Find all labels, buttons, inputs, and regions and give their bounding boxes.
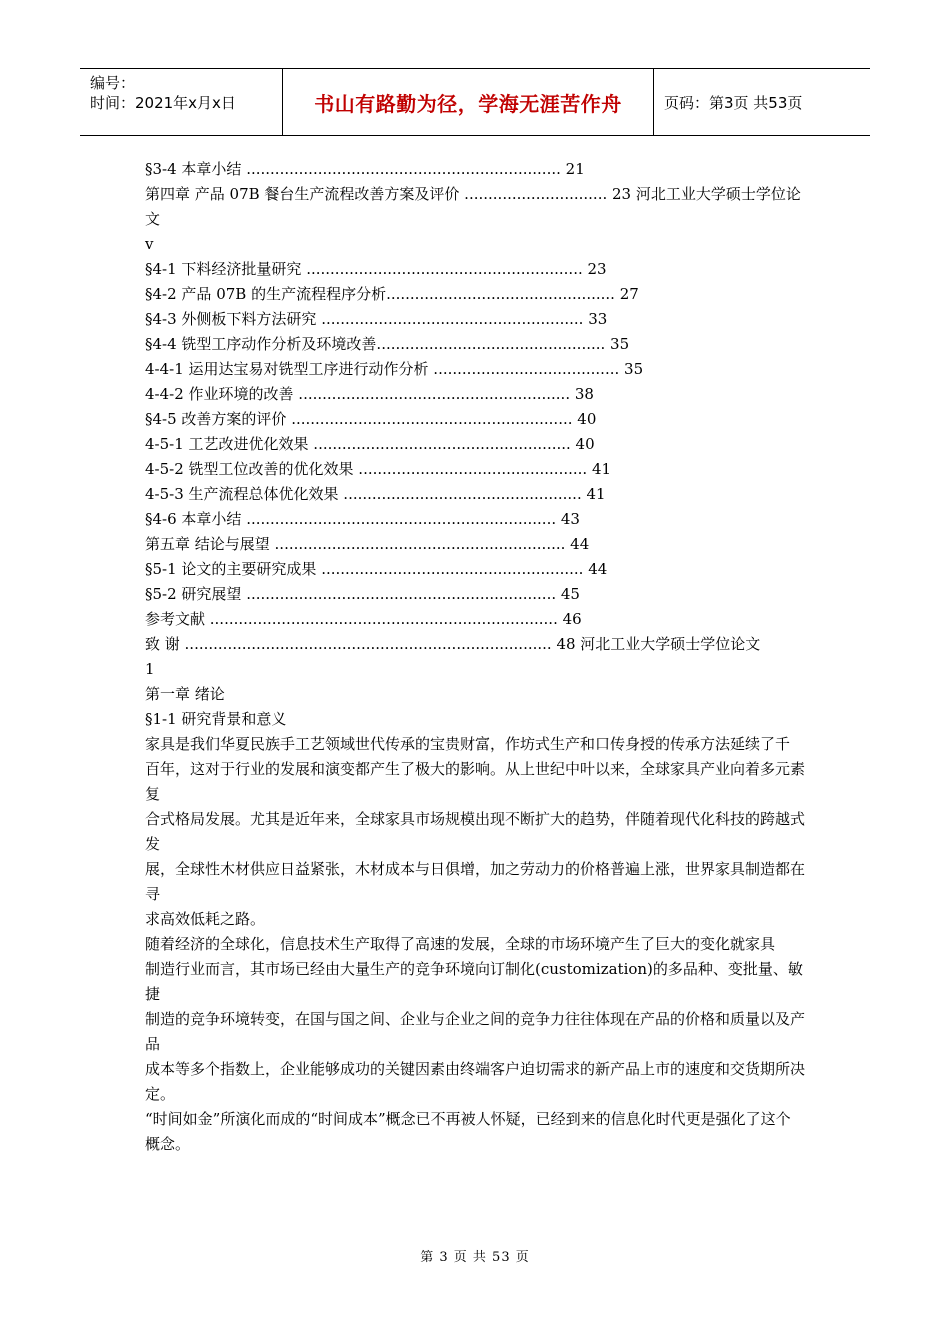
toc-line: 致 谢 ............................................................................. 48 河北工业大学硕士学位论文 <box>145 635 761 653</box>
body-line: 制造行业而言，其市场已经由大量生产的竞争环境向订制化(customization)的多品种、变批量、敏捷 <box>145 960 803 1003</box>
toc-line: 第四章 产品 07B 餐台生产流程改善方案及评价 .............................. 23 河北工业大学硕士学位论文 <box>145 185 801 228</box>
page-number-mark: v <box>145 235 154 253</box>
body-line: 展，全球性木材供应日益紧张，木材成本与日俱增，加之劳动力的价格普遍上涨，世界家具制造都在寻 <box>145 860 806 903</box>
toc-line: §4-6 本章小结 ................................................................. 43 <box>145 510 580 528</box>
page-number-mark: 1 <box>145 660 155 678</box>
body-line: 随着经济的全球化，信息技术生产取得了高速的发展，全球的市场环境产生了巨大的变化就家具 <box>145 935 776 953</box>
toc-line: §4-2 产品 07B 的生产流程程序分析................................................ 27 <box>145 285 639 303</box>
toc-line: §5-2 研究展望 ................................................................. 45 <box>145 585 580 603</box>
page-info: 页码：第3页 共53页 <box>664 93 803 112</box>
toc-line: §4-4 铣型工序动作分析及环境改善................................................ 35 <box>145 335 630 353</box>
serial-label: 编号： <box>90 74 136 92</box>
toc-line: 4-5-3 生产流程总体优化效果 .................................................. 41 <box>145 485 606 503</box>
body-line: 成本等多个指数上，企业能够成功的关键因素由终端客户迫切需求的新产品上市的速度和交货期所决定。 <box>145 1060 806 1103</box>
chapter-heading: 第一章 绪论 <box>145 685 225 703</box>
toc-line: §3-4 本章小结 .................................................................. 21 <box>145 160 585 178</box>
body-line: 百年，这对于行业的发展和演变都产生了极大的影响。从上世纪中叶以来，全球家具产业向着多元素复 <box>145 760 806 803</box>
body-line: 家具是我们华夏民族手工艺领域世代传承的宝贵财富，作坊式生产和口传身授的传承方法延续了千 <box>145 735 791 753</box>
body-line: 制造的竞争环境转变，在国与国之间、企业与企业之间的竞争力往往体现在产品的价格和质量以及产品 <box>145 1010 806 1053</box>
toc-line: 4-5-1 工艺改进优化效果 ...................................................... 40 <box>145 435 595 453</box>
page-header <box>80 68 870 136</box>
page-footer: 第 3 页 共 53 页 <box>420 1250 530 1265</box>
toc-line: 4-4-2 作业环境的改善 ......................................................... 38 <box>145 385 594 403</box>
toc-line: §4-3 外侧板下料方法研究 ....................................................... 33 <box>145 310 608 328</box>
header-meta <box>80 69 282 135</box>
toc-line: 4-4-1 运用达宝易对铣型工序进行动作分析 ....................................... 35 <box>145 360 644 378</box>
header-motto-cell <box>282 69 654 135</box>
toc-line: 第五章 结论与展望 ............................................................. 44 <box>145 535 590 553</box>
body-line: 概念。 <box>145 1135 191 1153</box>
section-heading: §1-1 研究背景和意义 <box>145 710 287 728</box>
header-page-info <box>654 69 870 135</box>
toc-line: §4-1 下料经济批量研究 .......................................................... 23 <box>145 260 607 278</box>
body-line: 合式格局发展。尤其是近年来，全球家具市场规模出现不断扩大的趋势，伴随着现代化科技的跨越式发 <box>145 810 806 853</box>
toc-line: §5-1 论文的主要研究成果 ....................................................... 44 <box>145 560 608 578</box>
toc-line: 参考文献 ......................................................................... 46 <box>145 610 582 628</box>
toc-line: §4-5 改善方案的评价 ........................................................... 40 <box>145 410 597 428</box>
date-label: 时间：2021年x月x日 <box>90 94 236 112</box>
document-body <box>145 157 810 1157</box>
motto: 书山有路勤为径，学海无涯苦作舟 <box>314 91 622 116</box>
toc-line: 4-5-2 铣型工位改善的优化效果 ................................................ 41 <box>145 460 612 478</box>
body-line: “时间如金”所演化而成的“时间成本”概念已不再被人怀疑，已经到来的信息化时代更是强化了这个 <box>145 1110 791 1128</box>
body-line: 求高效低耗之路。 <box>145 910 266 928</box>
